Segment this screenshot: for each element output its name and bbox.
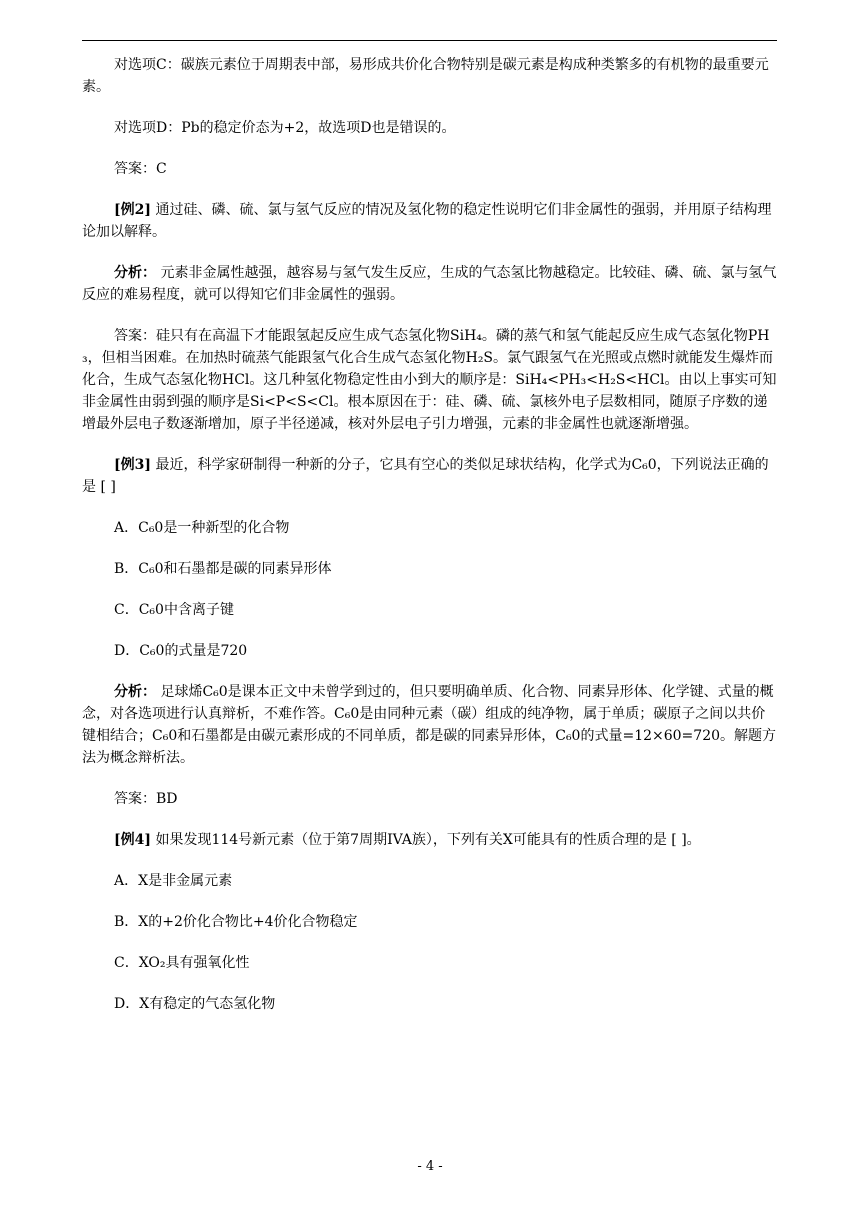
page-number: - 4 -: [417, 1159, 443, 1174]
example-3-text: 最近，科学家研制得一种新的分子，它具有空心的类似足球状结构，化学式为C₆0，下列说法正确的是 [ ]: [82, 457, 769, 495]
example-2-label: [例2]: [114, 202, 151, 218]
example-3-question: [82, 454, 778, 498]
example-4-option-b: B．X的+2价化合物比+4价化合物稳定: [114, 914, 358, 930]
analysis-text: 元素非金属性越强，越容易与氢气发生反应，生成的气态氢比物越稳定。比较硅、磷、硫、氯与氢气反应的难易程度，就可以得知它们非金属性的强弱。: [82, 265, 777, 303]
analysis-label: 分析：: [114, 684, 156, 700]
example-3-label: [例3]: [114, 457, 151, 473]
example-3-option-a: A．C₆0是一种新型的化合物: [114, 520, 290, 536]
example-3-answer: 答案：BD: [114, 791, 178, 807]
example-4-label: [例4]: [114, 832, 151, 848]
example-3-option-c: C．C₆0中含离子键: [114, 602, 234, 618]
example-3-analysis: [82, 681, 778, 769]
example-4-option-a: A．X是非金属元素: [114, 873, 233, 889]
example-4-option-c: C．XO₂具有强氧化性: [114, 955, 250, 971]
example-2-question: [82, 199, 778, 243]
answer-example-1: 答案：C: [114, 161, 167, 177]
example-2-answer: 答案：硅只有在高温下才能跟氢起反应生成气态氢化物SiH₄。磷的蒸气和氢气能起反应生成气态氢化物PH₃，但相当困难。在加热时硫蒸气能跟氢气化合生成气态氢化物H₂S。氯气跟氢气在光照或点燃时就能发生爆炸而化合，生成气态氢化物HCl。这几种氢化物稳定性由小到大的顺序是：SiH₄<PH₃<H₂S<HCl。由以上事实可知非金属性由弱到强的顺序是Si<P<S<Cl。根本原因在于：硅、磷、硫、氯核外电子层数相同，随原子序数的递增最外层电子数逐渐增加，原子半径递减，核对外层电子引力增强，元素的非金属性也就逐渐增强。: [82, 328, 777, 432]
paragraph-option-c-explanation: 对选项C：碳族元素位于周期表中部，易形成共价化合物特别是碳元素是构成种类繁多的有机物的最重要元素。: [82, 57, 769, 95]
analysis-label: 分析：: [114, 265, 156, 281]
example-4-option-d: D．X有稳定的气态氢化物: [114, 996, 276, 1012]
header-rule: [82, 40, 777, 41]
example-4-question: [82, 829, 778, 851]
document-body: [82, 54, 778, 1034]
example-2-text: 通过硅、磷、硫、氯与氢气反应的情况及氢化物的稳定性说明它们非金属性的强弱，并用原子结构理论加以解释。: [82, 202, 772, 240]
analysis-text: 足球烯C₆0是课本正文中未曾学到过的，但只要明确单质、化合物、同素异形体、化学键、式量的概念，对各选项进行认真辩析，不难作答。C₆0是由同种元素（碳）组成的纯净物，属于单质；碳原子之间以共价键相结合；C₆0和石墨都是由碳元素形成的不同单质，都是碳的同素异形体，C₆0的式量=12×60=720。解题方法为概念辩析法。: [82, 684, 777, 766]
paragraph-option-d-explanation: 对选项D：Pb的稳定价态为+2，故选项D也是错误的。: [114, 120, 456, 136]
example-4-text: 如果发现114号新元素（位于第7周期IVA族），下列有关X可能具有的性质合理的是 [ ]。: [155, 832, 701, 848]
example-3-option-b: B．C₆0和石墨都是碳的同素异形体: [114, 561, 332, 577]
example-3-option-d: D．C₆0的式量是720: [114, 643, 248, 659]
example-2-analysis: [82, 262, 778, 306]
